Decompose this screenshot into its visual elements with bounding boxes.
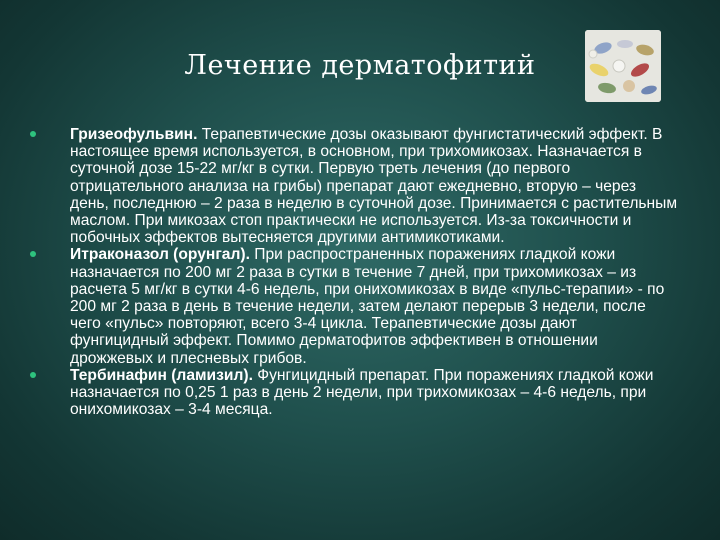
slide-title: Лечение дерматофитий [184, 50, 536, 81]
bullet-item [30, 367, 678, 419]
bullet-list [30, 126, 678, 418]
bullet-dot-icon [30, 251, 36, 257]
bullet-dot-icon [30, 372, 36, 378]
drug-description: При распространенных поражениях гладкой кожи назначается по 200 мг 2 раза в сутки в течение 7 дней, при трихомикозах – из расчета 5 мг/кг в сутки 4-6 недель, при онихомикозах в виде «пульс-терапии» - по 200 мг 2 раза в день в течение недели, затем делают перерыв 3 недели, после чего «пульс» повторяют, всего 3-4 цикла. Терапевтические дозы дают фунгицидный эффект. Помимо дерматофитов эффективен в отношении дрожжевых и плесневых грибов. [70, 246, 665, 367]
drug-name: Тербинафин (ламизил). [70, 366, 253, 384]
drug-name: Итраконазол (орунгал). [70, 246, 250, 264]
bullet-item [30, 126, 678, 246]
drug-description: Фунгицидный препарат. При поражениях гладкой кожи назначается по 0,25 1 раз в день 2 недели, при трихомикозах – 4-6 недель, при онихомикозах – 3-4 месяца. [70, 366, 654, 419]
drug-name: Гризеофульвин. [70, 126, 198, 143]
bullet-dot-icon [30, 131, 36, 137]
bullet-item [30, 246, 678, 366]
drug-description: Терапевтические дозы оказывают фунгистатический эффект. В настоящее время используется, в основном, при трихомикозах. Назначается в суточной дозе 15-22 мг/кг в сутки. Первую треть лечения (до первого отрицательного анализа на грибы) препарат дают ежедневно, вторую – через день, последнюю – 2 раза в неделю в суточной дозе. Принимается с растительным маслом. При микозах стоп практически не используется. Из-за токсичности и побочных эффектов вытесняется другими антимикотиками. [70, 126, 678, 247]
pills-photo [585, 30, 661, 102]
